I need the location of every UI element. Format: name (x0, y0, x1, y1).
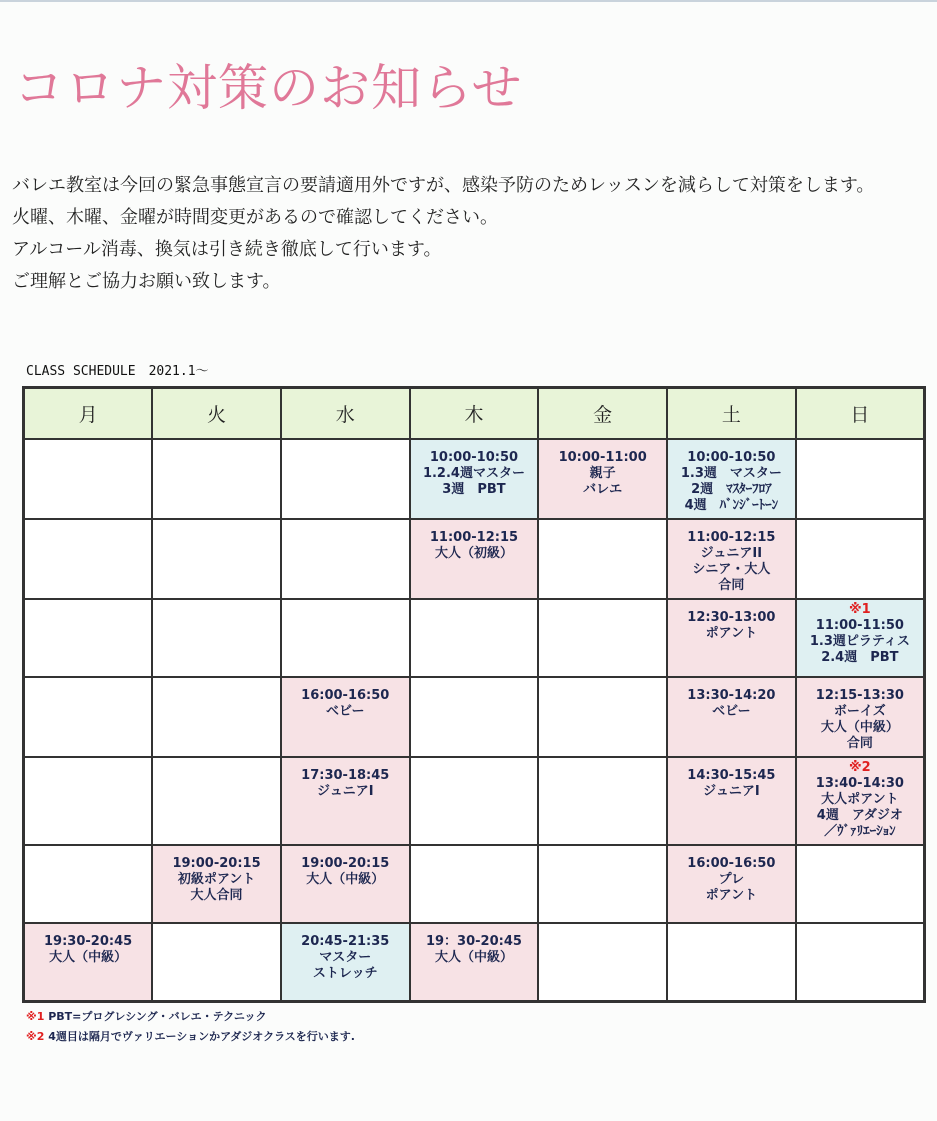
class-name: ボーイズ (833, 704, 886, 719)
class-time: 13:40-14:30 (815, 776, 904, 791)
class-name: 4週 アダジオ (816, 808, 903, 823)
page (0, 2, 937, 1059)
class-name: ジュニアI (703, 784, 760, 799)
class-name: シニア・大人 (692, 562, 771, 577)
class-name: ポアント (705, 888, 758, 903)
class-time: 11:00-12:15 (429, 530, 519, 545)
class-name: 大人合同 (190, 888, 243, 903)
schedule-row (24, 923, 925, 1001)
intro-text (12, 170, 932, 298)
empty-cell (796, 845, 925, 923)
class-name: プレ (718, 872, 745, 887)
class-time: 16:00-16:50 (301, 688, 390, 703)
class-name: 1.3週ピラティス (809, 634, 910, 649)
class-cell (667, 677, 796, 757)
empty-cell (410, 845, 539, 923)
class-cell (796, 757, 925, 845)
day-header: 土 (667, 388, 796, 440)
empty-cell (667, 923, 796, 1001)
class-time: 11:00-12:15 (687, 530, 776, 545)
empty-cell (24, 677, 153, 757)
empty-cell (538, 677, 667, 757)
class-name: マスター (319, 950, 372, 965)
class-time: 10:00-10:50 (687, 450, 776, 465)
schedule-label: CLASS SCHEDULE 2021.1〜 (26, 364, 209, 379)
class-name: 初級ポアント (177, 872, 256, 887)
class-cell (667, 599, 796, 677)
empty-cell (538, 599, 667, 677)
empty-cell (24, 519, 153, 599)
class-time: 19:00-20:15 (301, 856, 390, 871)
class-name: 合同 (718, 578, 745, 593)
class-name: ジュニアI (316, 784, 374, 799)
class-time: 11:00-11:50 (815, 618, 904, 633)
class-time: 16:00-16:50 (687, 856, 776, 871)
class-time: 20:45-21:35 (301, 934, 390, 949)
empty-cell (538, 923, 667, 1001)
footnote-mark: ※2 (26, 1029, 45, 1043)
empty-cell (24, 845, 153, 923)
class-cell (410, 923, 539, 1001)
class-name: 1.3週 マスター (680, 466, 782, 481)
class-cell (281, 677, 410, 757)
class-name: 2週 ﾏｽﾀｰﾌﾛｱ (691, 482, 772, 497)
schedule-row (24, 439, 925, 519)
class-name: ストレッチ (312, 966, 378, 981)
class-cell (410, 519, 539, 599)
class-cell (281, 923, 410, 1001)
intro-line: 火曜、木曜、金曜が時間変更があるので確認してください。 (12, 207, 498, 228)
class-name: 大人（中級） (820, 720, 899, 735)
class-name: 大人（中級） (434, 950, 513, 965)
class-time: 12:15-13:30 (815, 688, 904, 703)
day-header: 水 (281, 388, 410, 440)
class-time: 12:30-13:00 (687, 610, 776, 625)
class-name: ポアント (705, 626, 758, 641)
class-name: 1.2.4週マスター (422, 466, 525, 481)
class-time: 10:00-10:50 (429, 450, 519, 465)
empty-cell (152, 757, 281, 845)
class-name: 3週 PBT (442, 482, 506, 497)
empty-cell (538, 519, 667, 599)
class-cell (667, 757, 796, 845)
class-cell (152, 845, 281, 923)
intro-line: バレエ教室は今回の緊急事態宣言の要請適用外ですが、感染予防のためレッスンを減らして対策をします。 (12, 175, 875, 196)
empty-cell (152, 519, 281, 599)
note-marker: ※2 (849, 760, 871, 775)
empty-cell (152, 599, 281, 677)
empty-cell (796, 519, 925, 599)
class-time: 14:30-15:45 (687, 768, 776, 783)
empty-cell (24, 439, 153, 519)
class-cell (667, 439, 796, 519)
empty-cell (152, 439, 281, 519)
class-cell (281, 845, 410, 923)
empty-cell (152, 677, 281, 757)
class-name: 大人（初級） (434, 546, 513, 561)
empty-cell (281, 599, 410, 677)
class-name: 大人（中級） (49, 950, 128, 965)
class-name: ／ｳﾞｧﾘｴｰｼｮﾝ (824, 824, 896, 839)
class-time: 13:30-14:20 (687, 688, 776, 703)
empty-cell (538, 845, 667, 923)
day-header: 日 (796, 388, 925, 440)
page-title: コロナ対策のお知らせ (14, 59, 523, 117)
class-schedule-table (22, 386, 926, 1003)
empty-cell (410, 677, 539, 757)
intro-line: アルコール消毒、換気は引き続き徹底して行います。 (12, 239, 442, 260)
schedule-row (24, 599, 925, 677)
class-time: 10:00-11:00 (558, 450, 647, 465)
class-name: ベビー (326, 704, 365, 719)
class-time: 19:30-20:45 (44, 934, 133, 949)
class-name: 親子 (589, 466, 616, 481)
empty-cell (796, 439, 925, 519)
day-header: 月 (24, 388, 153, 440)
empty-cell (281, 519, 410, 599)
schedule-row (24, 757, 925, 845)
day-header: 火 (152, 388, 281, 440)
footnotes (26, 1007, 937, 1047)
class-cell (796, 677, 925, 757)
class-cell (796, 599, 925, 677)
day-header: 金 (538, 388, 667, 440)
empty-cell (796, 923, 925, 1001)
class-cell (24, 923, 153, 1001)
class-name: バレエ (583, 482, 623, 497)
class-name: 大人（中級） (306, 872, 385, 887)
class-name: ベビー (712, 704, 751, 719)
class-name: 大人ポアント (821, 792, 899, 807)
note-marker: ※1 (849, 602, 871, 617)
footnote-1 (26, 1007, 937, 1027)
class-name: 2.4週 PBT (821, 650, 899, 665)
intro-line: ご理解とご協力お願い致します。 (12, 271, 281, 292)
footnote-text: 4週目は隔月でヴァリエーションかアダジオクラスを行います. (44, 1029, 355, 1043)
footnote-2 (26, 1027, 937, 1047)
footnote-text: PBT=プログレシング・バレエ・テクニック (44, 1009, 267, 1023)
class-cell (667, 845, 796, 923)
empty-cell (152, 923, 281, 1001)
footnote-mark: ※1 (26, 1009, 45, 1023)
class-cell (410, 439, 539, 519)
schedule-body (24, 439, 925, 1001)
day-header-row (24, 388, 925, 440)
empty-cell (410, 599, 539, 677)
class-name: 合同 (846, 736, 873, 751)
schedule-row (24, 519, 925, 599)
class-cell (281, 757, 410, 845)
class-time: 17:30-18:45 (301, 768, 390, 783)
empty-cell (410, 757, 539, 845)
empty-cell (281, 439, 410, 519)
empty-cell (24, 757, 153, 845)
class-time: 19:00-20:15 (172, 856, 261, 871)
class-name: ジュニアII (700, 546, 763, 561)
day-header: 木 (410, 388, 539, 440)
class-time: 19：30-20:45 (425, 934, 522, 949)
schedule-row (24, 845, 925, 923)
empty-cell (24, 599, 153, 677)
schedule-row (24, 677, 925, 757)
empty-cell (538, 757, 667, 845)
class-name: 4週 ﾊﾞﾝｼﾞｰﾄｰﾝ (684, 498, 779, 513)
class-cell (538, 439, 667, 519)
class-cell (667, 519, 796, 599)
